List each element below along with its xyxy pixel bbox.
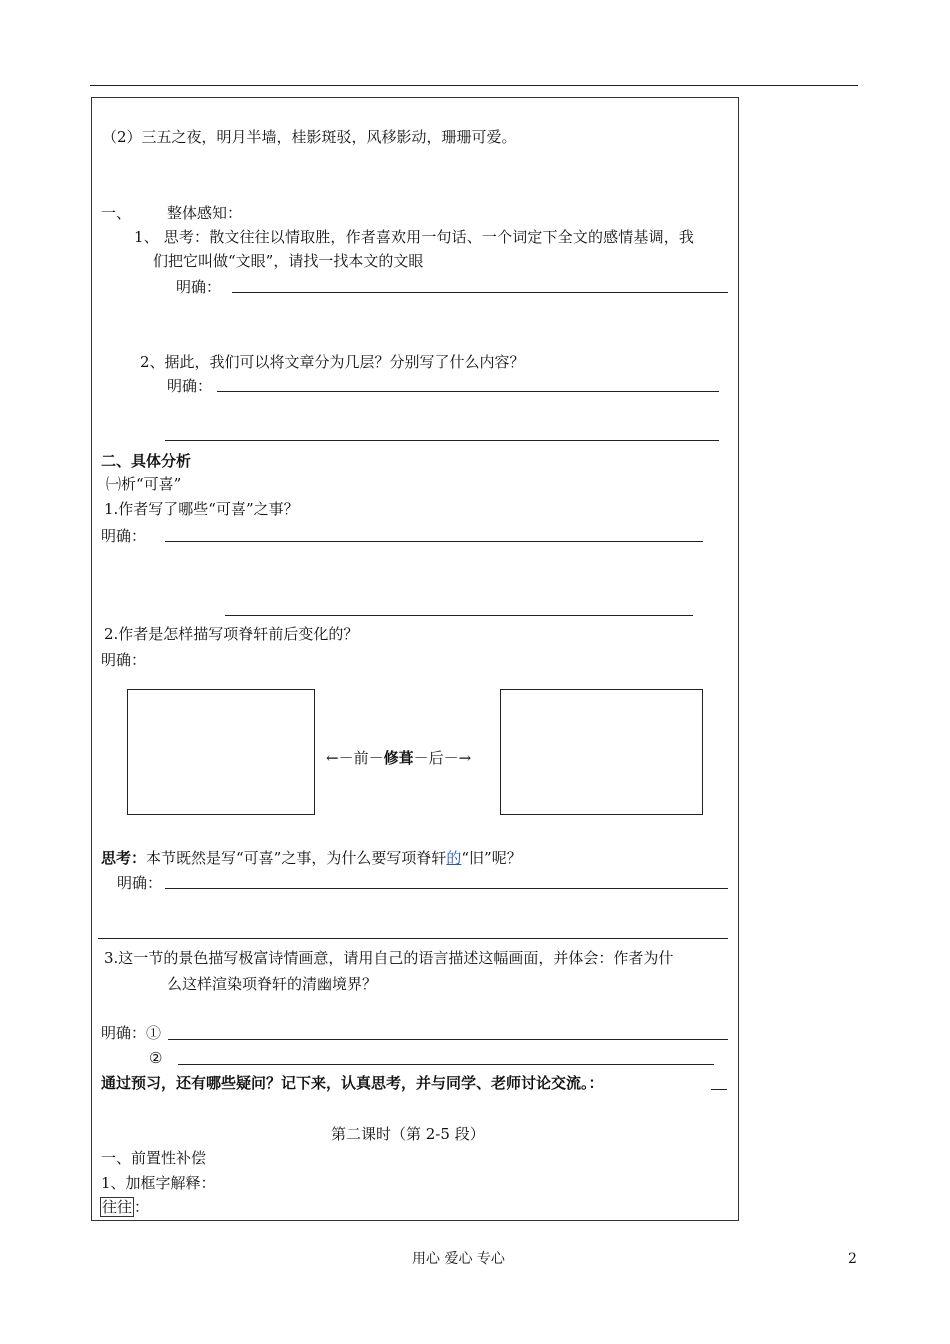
answer-line-2[interactable] [217, 391, 719, 392]
lesson-two-title: 第二课时（第 2-5 段） [331, 1125, 485, 1143]
think-link[interactable]: 的 [446, 849, 462, 867]
answer-label-6 [101, 1023, 161, 1043]
part-two-question-3-line-2: 么这样渲染项脊轩的清幽境界？ [167, 975, 378, 993]
q3-text-b: 节的景色描写极富诗情画意，请用自己的语言描述这幅画面，并体会：作者为什 [148, 949, 674, 967]
quote-text: （2）三五之夜，明月半墙，桂影斑驳，风移影动，珊珊可爱。 [102, 128, 517, 146]
answer-label-1: 明确： [176, 278, 222, 296]
arrow-before-label: ←－前－ [326, 749, 384, 767]
renovation-arrow [326, 748, 471, 768]
part-one-number: 一、 [101, 204, 132, 222]
closing-instruction: 通过预习，还有哪些疑问？记下来，认真思考，并与同学、老师讨论交流。： [101, 1074, 604, 1092]
think-text-a: 本节既然是写“可喜”之事，为什么要写项脊轩 [146, 849, 447, 867]
part-two-heading: 二、具体分析 [101, 452, 192, 470]
answer-label-2: 明确： [167, 377, 213, 395]
header-rule [90, 85, 858, 86]
part-two-question-2: 2.作者是怎样描写项脊轩前后变化的？ [104, 625, 359, 643]
boxed-word: 往往 [102, 1198, 133, 1216]
question-1-line-1: 1、 思考：散文往往以情取胜，作者喜欢用一句话、一个词定下全文的感情基调，我 [134, 228, 695, 246]
quote-line [102, 127, 517, 147]
answer-line-4[interactable] [165, 541, 703, 542]
lesson-two-heading: 一、前置性补偿 [101, 1149, 207, 1167]
answer-line-3[interactable] [165, 440, 719, 441]
think-label: 思考： [101, 849, 147, 867]
q3-text-a: 3.这一 [104, 949, 149, 967]
before-box[interactable] [127, 689, 315, 815]
answer-label-4: 明确： [101, 651, 147, 669]
lesson-two-item-1: 1、加框字解释： [101, 1174, 216, 1192]
arrow-renovation-label: 修葺 [383, 749, 414, 767]
closing-blank[interactable] [711, 1089, 727, 1090]
answer-label-6-text: 明确： [101, 1024, 147, 1042]
footer-motto: 用心 爱心 专心 [412, 1251, 505, 1267]
answer-label-5: 明确： [117, 874, 163, 892]
answer-line-1[interactable] [232, 292, 728, 293]
after-box[interactable] [500, 689, 703, 815]
answer-line-8[interactable] [168, 1039, 728, 1040]
answer-line-6[interactable] [165, 888, 728, 889]
arrow-after-label: －后－→ [413, 749, 472, 767]
question-2: 2、据此，我们可以将文章分为几层？分别写了什么内容？ [140, 353, 525, 371]
answer-mark-2: ② [149, 1049, 163, 1067]
part-two-question-1: 1.作者写了哪些“可喜”之事？ [104, 500, 299, 518]
answer-line-5[interactable] [225, 615, 693, 616]
answer-line-9[interactable] [178, 1064, 714, 1065]
boxed-word-colon: ： [134, 1198, 150, 1216]
boxed-word-row [100, 1197, 149, 1217]
think-text-b: “旧”呢？ [461, 849, 522, 867]
question-1-line-2: 们把它叫做“文眼”，请找一找本文的文眼 [153, 252, 424, 270]
answer-label-3: 明确： [101, 527, 147, 545]
part-one-heading: 整体感知： [167, 204, 243, 222]
think-question [101, 848, 522, 868]
part-two-question-3-line-1 [104, 948, 673, 968]
page-number: 2 [848, 1251, 857, 1267]
part-two-sub-heading: ㈠析“可喜” [106, 475, 182, 493]
answer-mark-1: ① [146, 1024, 162, 1042]
answer-line-7[interactable] [98, 938, 728, 939]
